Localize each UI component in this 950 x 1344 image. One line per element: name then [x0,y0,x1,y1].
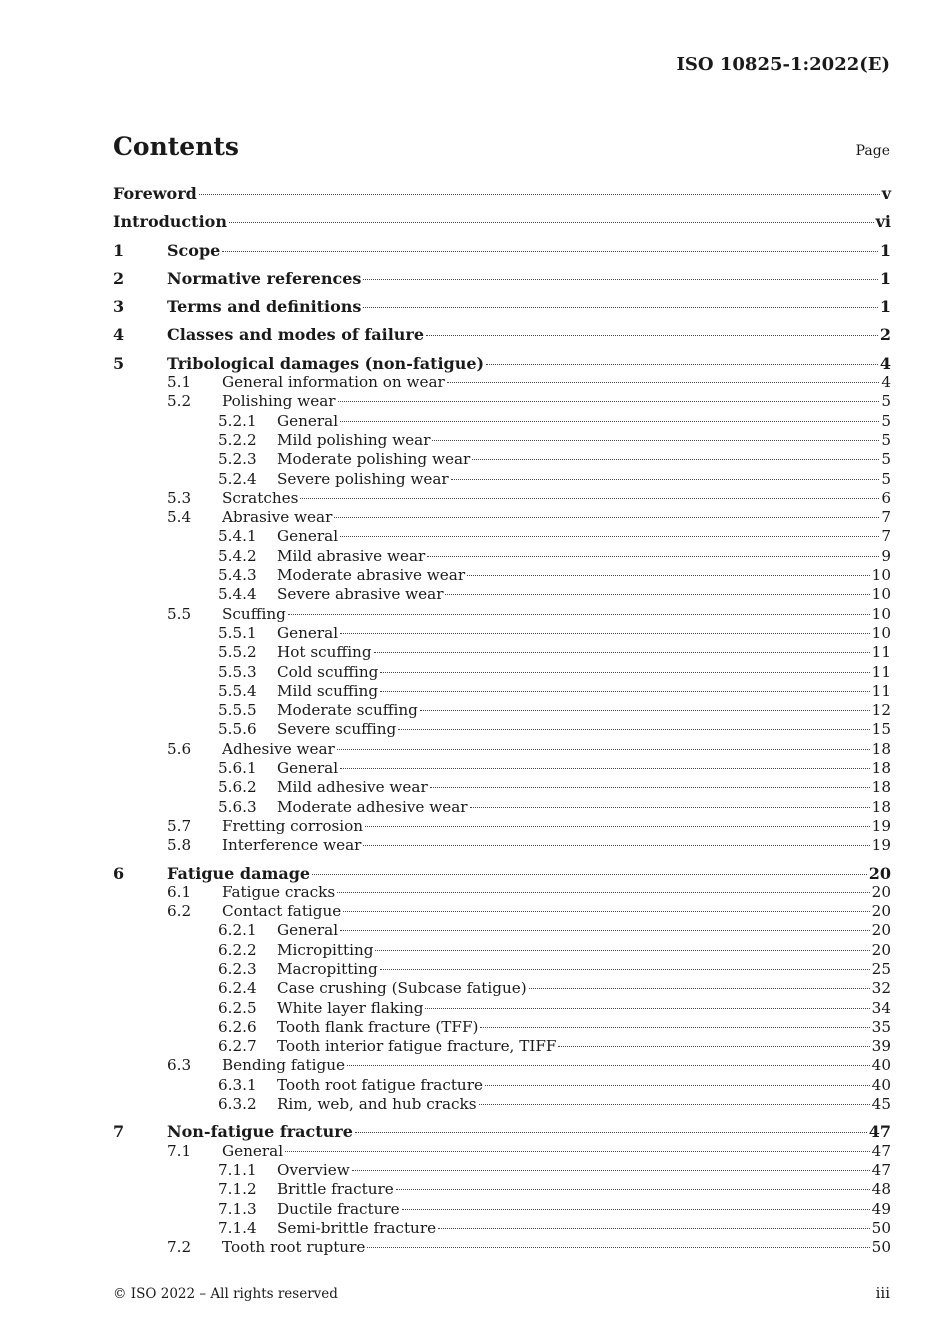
dot-leader [337,892,870,893]
toc-entry-page[interactable]: 5 [881,392,891,411]
toc-entry[interactable] [113,212,891,231]
toc-entry-title[interactable]: Interference wear [222,836,362,855]
toc-entry-title[interactable]: Tooth root rupture [222,1238,366,1257]
toc-entry[interactable] [113,1238,891,1257]
dot-leader [334,517,879,518]
dot-leader [367,1247,869,1248]
toc-entry-number: 5.2.2 [218,430,257,449]
toc-entry-number: 5.5.3 [218,662,257,681]
toc-entry-number: 6.2.1 [218,921,257,940]
toc-entry-page[interactable]: 9 [881,546,891,565]
toc-entry[interactable] [113,585,891,604]
toc-entry-title[interactable]: General [277,527,339,546]
toc-entry-number: 5.8 [167,836,192,855]
toc-entry[interactable] [113,470,891,489]
toc-entry-page[interactable]: 19 [871,816,891,835]
toc-entry[interactable] [113,489,891,508]
dot-leader [374,652,870,653]
dot-leader [486,364,878,365]
toc-entry-page[interactable]: 20 [871,882,891,901]
toc-entry[interactable] [113,979,891,998]
toc-entry-title[interactable]: Moderate scuffing [277,701,418,720]
dot-leader [420,710,870,711]
toc-entry-page[interactable]: 4 [879,353,891,373]
toc-entry-title[interactable]: Foreword [113,184,197,203]
dot-leader [470,807,870,808]
toc-entry[interactable] [113,297,891,316]
toc-entry-number: 6.2.2 [218,940,257,959]
toc-entry-number: 5.2.1 [218,411,257,430]
dot-leader [347,1065,870,1066]
toc-entry-number: 2 [113,268,125,288]
toc-entry-title[interactable]: Moderate adhesive wear [277,797,468,816]
toc-entry-page[interactable]: 49 [871,1199,891,1218]
toc-entry-title[interactable]: Mild adhesive wear [277,778,428,797]
toc-entry[interactable] [113,431,891,450]
dot-leader [340,930,870,931]
toc-entry-title[interactable]: Non-fatigue fracture [167,1122,353,1142]
toc-entry-number: 5.6.2 [218,778,257,797]
toc-entry-page[interactable]: 32 [871,979,891,998]
toc-entry-page[interactable]: 50 [871,1218,891,1237]
dot-leader [447,382,880,383]
toc-entry[interactable] [113,1122,891,1141]
dot-leader [375,950,869,951]
toc-entry-page[interactable]: 11 [871,643,891,662]
dot-leader [472,459,879,460]
dot-leader [467,575,870,576]
toc-entry-title[interactable]: Polishing wear [222,392,336,411]
toc-entry-page[interactable]: 18 [871,797,891,816]
toc-entry-title[interactable]: General [277,759,339,778]
toc-entry-number: 6 [113,863,125,883]
toc-entry-page[interactable]: 7 [881,527,891,546]
toc-entry-number: 5.6.1 [218,759,257,778]
toc-entry-number: 5.5.6 [218,720,257,739]
toc-spacer [113,260,891,269]
toc-entry-title[interactable]: Micropitting [277,940,374,959]
dot-leader [338,401,880,402]
toc-entry-title[interactable]: Ductile fracture [277,1199,400,1218]
toc-entry[interactable] [113,624,891,643]
toc-entry-page[interactable]: v [881,184,891,203]
dot-leader [340,536,879,537]
toc-entry-page[interactable]: 48 [871,1180,891,1199]
dot-leader [479,1104,870,1105]
toc-entry-title[interactable]: Semi-brittle fracture [277,1218,437,1237]
toc-entry-number: 5.2.4 [218,469,257,488]
dot-leader [445,594,869,595]
toc-entry-page[interactable]: 40 [871,1056,891,1075]
toc-entry[interactable] [113,1037,891,1056]
toc-entry-number: 7.1.1 [218,1160,257,1179]
toc-entry-number: 5.6 [167,739,192,758]
dot-leader [312,874,867,875]
toc-entry-page[interactable]: 45 [871,1095,891,1114]
toc-entry[interactable] [113,605,891,624]
toc-entry[interactable] [113,883,891,902]
toc-entry[interactable] [113,1142,891,1161]
toc-entry-page[interactable]: 34 [871,998,891,1017]
toc-entry-number: 5.3 [167,488,192,507]
dot-leader [352,1170,870,1171]
dot-leader [340,768,870,769]
toc-entry[interactable] [113,921,891,940]
toc-entry[interactable] [113,663,891,682]
toc-entry-page[interactable]: 47 [868,1122,891,1142]
toc-entry-number: 7.2 [167,1238,192,1257]
dot-leader [285,1151,870,1152]
toc-entry-number: 6.2.4 [218,979,257,998]
toc-entry-title[interactable]: Fatigue cracks [222,882,336,901]
toc-entry-title[interactable]: Scope [167,240,221,260]
table-of-contents [113,184,891,1257]
dot-leader [427,556,879,557]
toc-entry[interactable] [113,999,891,1018]
dot-leader [529,988,870,989]
toc-entry-number: 6.2 [167,902,192,921]
toc-entry-page[interactable]: 20 [871,902,891,921]
toc-entry[interactable] [113,759,891,778]
toc-entry[interactable] [113,392,891,411]
toc-entry[interactable] [113,701,891,720]
toc-entry-number: 6.3 [167,1056,192,1075]
toc-entry[interactable] [113,1056,891,1075]
toc-entry-title[interactable]: Fretting corrosion [222,816,364,835]
dot-leader [432,440,879,441]
dot-leader [485,1085,870,1086]
toc-entry[interactable] [113,740,891,759]
toc-entry-number: 5.2.3 [218,450,257,469]
dot-leader [480,1027,869,1028]
dot-leader [426,335,878,336]
toc-entry-page[interactable]: 20 [871,940,891,959]
toc-entry-title[interactable]: Severe scuffing [277,720,397,739]
toc-entry-number: 5.7 [167,816,192,835]
toc-entry-page[interactable]: 39 [871,1037,891,1056]
dot-leader [288,614,870,615]
toc-entry-page[interactable]: 5 [881,450,891,469]
toc-entry-title[interactable]: Tooth interior fatigue fracture, TIFF [277,1037,557,1056]
toc-entry-page[interactable]: 7 [881,508,891,527]
toc-entry-title[interactable]: General information on wear [222,373,445,392]
toc-entry-number: 7.1.2 [218,1180,257,1199]
toc-entry-number: 5.1 [167,373,192,392]
toc-entry-number: 5.5.2 [218,643,257,662]
toc-entry[interactable] [113,547,891,566]
toc-entry-title[interactable]: Normative references [167,268,362,288]
toc-entry-number: 5.4.1 [218,527,257,546]
toc-entry-title[interactable]: Severe polishing wear [277,469,449,488]
toc-entry-page[interactable]: 10 [871,566,891,585]
toc-entry-title[interactable]: Fatigue damage [167,863,311,883]
toc-entry-page[interactable]: 1 [879,268,891,288]
toc-entry-page[interactable]: 19 [871,836,891,855]
toc-entry-number: 6.2.5 [218,998,257,1017]
dot-leader [222,251,878,252]
toc-entry-page[interactable]: 47 [871,1160,891,1179]
toc-entry[interactable] [113,184,891,203]
toc-entry-title[interactable]: Terms and definitions [167,297,362,317]
toc-entry-title[interactable]: Tooth flank fracture (TFF) [277,1017,479,1036]
toc-entry-page[interactable]: 10 [871,604,891,623]
toc-entry[interactable] [113,527,891,546]
toc-entry-number: 5.2 [167,392,192,411]
toc-entry[interactable] [113,325,891,344]
dot-leader [558,1046,869,1047]
toc-entry[interactable] [113,682,891,701]
toc-entry-page[interactable]: 5 [881,411,891,430]
toc-entry[interactable] [113,1161,891,1180]
toc-entry-page[interactable]: 15 [871,720,891,739]
toc-entry-title[interactable]: Scuffing [222,604,286,623]
toc-entry[interactable] [113,720,891,739]
toc-entry-page[interactable]: 40 [871,1075,891,1094]
toc-entry-number: 5.4 [167,508,192,527]
dot-leader [363,307,877,308]
dot-leader [300,498,879,499]
toc-entry-number: 4 [113,325,125,345]
toc-entry-page[interactable]: 1 [879,297,891,317]
dot-leader [343,911,869,912]
toc-entry[interactable] [113,960,891,979]
dot-leader [402,1209,870,1210]
contents-title: Contents [113,132,240,161]
toc-entry-page[interactable]: 5 [881,430,891,449]
toc-entry-page[interactable]: 18 [871,778,891,797]
toc-entry-title[interactable]: Tribological damages (non-fatigue) [167,353,485,373]
toc-spacer [113,1114,891,1122]
toc-entry-title[interactable]: Bending fatigue [222,1056,345,1075]
toc-entry-page[interactable]: 2 [879,325,891,345]
toc-entry-title[interactable]: Brittle fracture [277,1180,394,1199]
toc-entry[interactable] [113,778,891,797]
dot-leader [199,194,880,195]
toc-entry-title[interactable]: Moderate abrasive wear [277,566,466,585]
toc-entry-title[interactable]: Moderate polishing wear [277,450,471,469]
dot-leader [229,222,874,223]
dot-leader [430,787,870,788]
toc-entry[interactable] [113,836,891,855]
dot-leader [380,691,870,692]
dot-leader [380,672,869,673]
toc-entry[interactable] [113,450,891,469]
toc-entry-title[interactable]: Tooth root fatigue fracture [277,1075,483,1094]
toc-entry-page[interactable]: 5 [881,469,891,488]
toc-entry-title[interactable]: General [277,921,339,940]
toc-entry[interactable] [113,241,891,260]
toc-entry[interactable] [113,373,891,392]
toc-entry-number: 6.2.6 [218,1017,257,1036]
toc-entry-page[interactable]: 18 [871,739,891,758]
toc-entry-page[interactable]: 1 [879,240,891,260]
toc-entry-page[interactable]: 35 [871,1017,891,1036]
toc-entry-number: 1 [113,240,125,260]
toc-entry-title[interactable]: General [277,623,339,642]
toc-entry-page[interactable]: 20 [868,863,891,883]
toc-entry-number: 5.4.3 [218,566,257,585]
toc-entry[interactable] [113,508,891,527]
toc-entry-title[interactable]: Hot scuffing [277,643,372,662]
toc-entry-number: 6.1 [167,882,192,901]
toc-entry-number: 6.2.7 [218,1037,257,1056]
toc-spacer [113,203,891,212]
toc-entry-page[interactable]: 11 [871,662,891,681]
toc-entry[interactable] [113,1018,891,1037]
toc-entry[interactable] [113,941,891,960]
toc-entry[interactable] [113,902,891,921]
toc-entry-number: 3 [113,297,125,317]
toc-spacer [113,345,891,354]
toc-entry-number: 7.1.4 [218,1218,257,1237]
toc-entry-page[interactable]: 6 [881,488,891,507]
toc-entry-number: 7 [113,1122,125,1142]
toc-entry-title[interactable]: White layer flaking [277,998,424,1017]
toc-entry[interactable] [113,269,891,288]
toc-entry-title[interactable]: Introduction [113,212,227,232]
toc-entry-number: 5.4.2 [218,546,257,565]
toc-entry-title[interactable]: Contact fatigue [222,902,342,921]
toc-entry[interactable] [113,643,891,662]
dot-leader [363,845,869,846]
toc-entry-number: 5.5.1 [218,623,257,642]
toc-entry-number: 5.4.4 [218,585,257,604]
toc-entry-title[interactable]: Rim, web, and hub cracks [277,1095,477,1114]
dot-leader [340,633,870,634]
toc-entry-title[interactable]: Overview [277,1160,350,1179]
toc-entry-title[interactable]: General [222,1141,284,1160]
toc-entry-title[interactable]: Mild scuffing [277,681,379,700]
toc-entry-title[interactable]: General [277,411,339,430]
toc-entry[interactable] [113,1095,891,1114]
toc-entry-page[interactable]: 10 [871,623,891,642]
toc-entry[interactable] [113,817,891,836]
toc-entry-title[interactable]: Mild abrasive wear [277,546,426,565]
toc-entry-number: 5.5 [167,604,192,623]
toc-entry-number: 5 [113,353,125,373]
document-id: ISO 10825-1:2022(E) [676,54,890,75]
dot-leader [365,826,870,827]
dot-leader [438,1228,870,1229]
toc-entry-title[interactable]: Adhesive wear [222,739,335,758]
toc-entry-title[interactable]: Classes and modes of failure [167,325,425,345]
toc-entry[interactable] [113,1180,891,1199]
toc-entry-number: 7.1.3 [218,1199,257,1218]
toc-entry[interactable] [113,412,891,431]
dot-leader [363,279,877,280]
toc-entry-title[interactable]: Case crushing (Subcase fatigue) [277,979,527,998]
dot-leader [451,479,880,480]
dot-leader [425,1008,869,1009]
toc-spacer [113,288,891,297]
toc-entry-page[interactable]: 50 [871,1238,891,1257]
footer-copyright: © ISO 2022 – All rights reserved [113,1286,338,1302]
toc-entry-page[interactable]: 4 [881,373,891,392]
toc-spacer [113,232,891,241]
toc-entry[interactable] [113,1076,891,1095]
toc-entry-number: 6.2.3 [218,959,257,978]
toc-entry-page[interactable]: 11 [871,681,891,700]
toc-entry-page[interactable]: vi [875,212,891,232]
dot-leader [337,749,870,750]
dot-leader [340,421,879,422]
toc-entry-number: 5.5.5 [218,701,257,720]
toc-entry[interactable] [113,1219,891,1238]
dot-leader [396,1189,870,1190]
dot-leader [398,729,869,730]
toc-entry-page[interactable]: 18 [871,759,891,778]
toc-entry-number: 7.1 [167,1141,192,1160]
toc-entry-page[interactable]: 47 [871,1141,891,1160]
toc-entry-title[interactable]: Mild polishing wear [277,430,431,449]
toc-entry-page[interactable]: 12 [871,701,891,720]
toc-entry-number: 5.6.3 [218,797,257,816]
toc-entry[interactable] [113,354,891,373]
toc-entry-number: 5.5.4 [218,681,257,700]
toc-entry[interactable] [113,1200,891,1219]
toc-entry-title[interactable]: Scratches [222,488,299,507]
toc-entry-title[interactable]: Severe abrasive wear [277,585,444,604]
toc-spacer [113,316,891,325]
toc-entry-title[interactable]: Abrasive wear [222,508,333,527]
toc-entry-title[interactable]: Macropitting [277,959,378,978]
toc-entry[interactable] [113,566,891,585]
toc-entry-number: 6.3.1 [218,1075,257,1094]
toc-spacer [113,856,891,864]
toc-entry-page[interactable]: 20 [871,921,891,940]
toc-entry-number: 6.3.2 [218,1095,257,1114]
page-column-label: Page [855,143,890,159]
dot-leader [380,969,870,970]
toc-entry-page[interactable]: 25 [871,959,891,978]
dot-leader [355,1132,867,1133]
toc-entry[interactable] [113,864,891,883]
toc-entry[interactable] [113,798,891,817]
toc-entry-page[interactable]: 10 [871,585,891,604]
toc-entry-title[interactable]: Cold scuffing [277,662,379,681]
footer-page-number: iii [875,1284,890,1302]
